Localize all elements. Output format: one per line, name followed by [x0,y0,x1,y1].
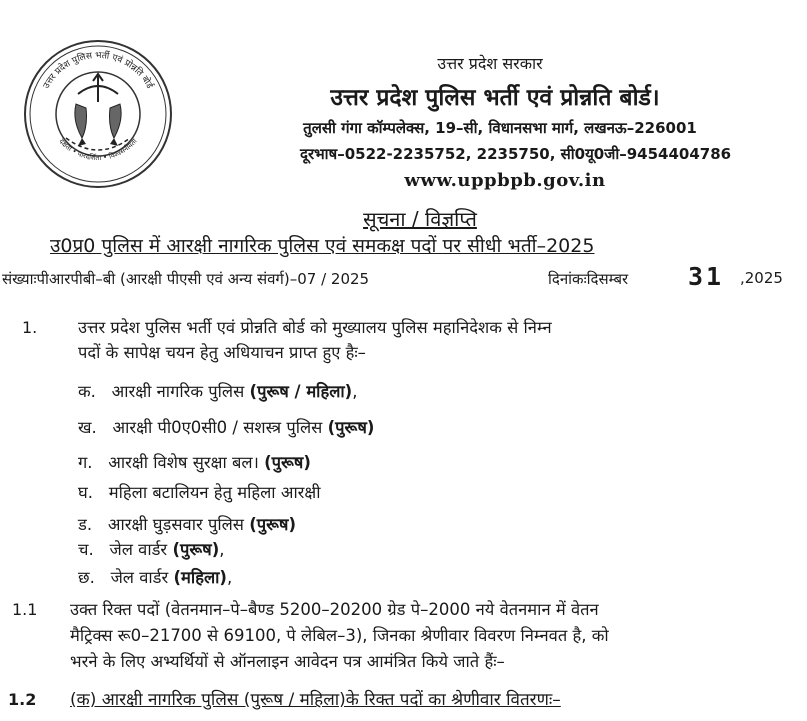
post-text: जेल वार्डर [109,540,168,559]
post-item-nga [78,512,296,535]
post-item-cha [78,537,225,560]
post-marker: क. [78,382,96,401]
post-suffix: , [226,568,233,587]
board-phone: दूरभाष–0522-2235752, 2235750, सी0यू0जी–9454404786 [300,145,732,163]
notice-subject: उ0प्र0 पुलिस में आरक्षी नागरिक पुलिस एवं समकक्ष पदों पर सीधी भर्ती–2025 [50,235,595,257]
para-1-1-line-3: भरने के लिए अभ्यर्थियों से ऑनलाइन आवेदन पत्र आमंत्रित किये जाते हैंः– [70,652,505,671]
post-gender: (पुरूष) [327,418,375,437]
post-marker: घ. [78,483,93,502]
government-name: उत्तर प्रदेश सरकार [437,54,543,73]
post-text: जेल वार्डर [110,568,169,587]
post-marker: ग. [78,453,93,472]
post-text: आरक्षी विशेष सुरक्षा बल। [108,453,259,472]
para-1-1-number: 1.1 [12,600,38,619]
post-item-ga [78,450,311,473]
post-item-ka [78,379,357,402]
post-marker: च. [78,540,94,559]
post-suffix: , [219,540,225,559]
para-1-number: 1. [22,318,38,337]
date-label: दिनांकःदिसम्बर [548,270,629,288]
post-item-kha [78,415,374,438]
post-item-chha [78,565,232,588]
para-1-2-number: 1.2 [8,690,37,709]
post-gender: (पुरूष) [264,453,311,472]
seal-outer-text: उत्तर प्रदेश पुलिस भर्ती एवं प्रोन्नति बोर्ड [41,50,155,91]
seal-motto: दक्षता • पारदर्शिता • विश्वसनीयता [57,137,139,163]
para-1-line-2: पदों के सापेक्ष चयन हेतु अधियाचन प्राप्त हुए हैः– [78,343,366,362]
date-year: ,2025 [740,269,783,287]
reference-number: संख्याःपीआरपीबी–बी (आरक्षी पीएसी एवं अन्य संवर्ग)–07 / 2025 [2,270,370,288]
post-item-gha [78,480,321,503]
post-marker: छ. [78,568,95,587]
para-1-2-text: (क) आरक्षी नागरिक पुलिस (पुरूष / महिला)के रिक्त पदों का श्रेणीवार वितरणः– [70,690,561,710]
para-1-line-1: उत्तर प्रदेश पुलिस भर्ती एवं प्रोन्नति बोर्ड को मुख्यालय पुलिस महानिदेशक से निम्न [78,318,552,337]
post-marker: ड. [78,515,93,534]
date-day-handwritten: 31 [688,262,725,291]
post-gender: (पुरूष) [249,515,297,534]
board-name: उत्तर प्रदेश पुलिस भर्ती एवं प्रोन्नति बोर्ड। [330,85,660,111]
post-gender: (पुरूष / महिला) [249,382,353,401]
post-text: आरक्षी घुड़सवार पुलिस [107,515,244,534]
notice-title: सूचना / विज्ञप्ति [363,207,477,231]
para-1-1-line-2: मैट्रिक्स रू0–21700 से 69100, पे लेबिल–3), जिनका श्रेणीवार विवरण निम्नवत है, को [70,626,609,645]
board-seal [22,38,174,190]
post-text: आरक्षी पी0ए0सी0 / सशस्त्र पुलिस [112,418,323,437]
post-text: महिला बटालियन हेतु महिला आरक्षी [108,483,321,502]
post-text: आरक्षी नागरिक पुलिस [111,382,245,401]
post-gender: (महिला) [173,568,227,587]
board-website: www.uppbpb.gov.in [404,170,606,191]
post-suffix: , [352,382,358,401]
post-gender: (पुरूष) [172,540,220,559]
para-1-1-line-1: उक्त रिक्त पदों (वेतनमान–पे–बैण्ड 5200–20200 ग्रेड पे–2000 नये वेतनमान में वेतन [70,600,599,619]
post-marker: ख. [78,418,97,437]
seal-emblem-icon [22,38,174,190]
board-address: तुलसी गंगा कॉम्पलेक्स, 19–सी, विधानसभा मार्ग, लखनऊ–226001 [303,119,697,137]
